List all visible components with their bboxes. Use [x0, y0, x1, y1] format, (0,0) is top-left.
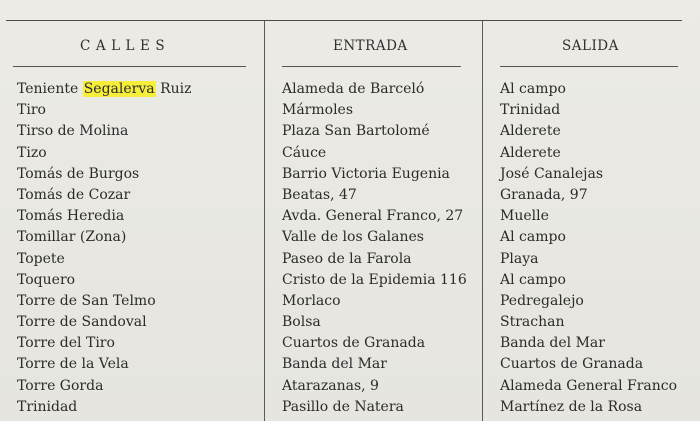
- entrada-cell: Pasillo de Natera: [282, 398, 404, 415]
- header-rule-calles: [13, 66, 246, 67]
- salida-cell: Alderete: [500, 123, 561, 140]
- calle-cell: Torre del Tiro: [17, 335, 115, 352]
- salida-cell: Alameda General Franco: [500, 377, 678, 394]
- calle-cell: Tizo: [17, 144, 47, 161]
- table-row: [0, 100, 700, 121]
- table-row: [0, 249, 700, 270]
- table-row: [0, 291, 700, 312]
- salida-cell: Strachan: [500, 314, 565, 331]
- entrada-cell: Cuartos de Granada: [282, 335, 426, 352]
- entrada-cell: Atarazanas, 9: [282, 377, 379, 394]
- entrada-cell: Plaza San Bartolomé: [282, 123, 430, 140]
- salida-cell: Trinidad: [500, 102, 561, 119]
- calle-cell: Tomás de Cozar: [17, 186, 131, 203]
- entrada-cell: Cáuce: [282, 144, 327, 161]
- salida-cell: Al campo: [500, 229, 566, 246]
- table-row: [0, 227, 700, 248]
- salida-cell: Al campo: [500, 271, 566, 288]
- calle-cell: Toquero: [17, 271, 76, 288]
- table-row: [0, 185, 700, 206]
- calle-cell: Trinidad: [17, 398, 78, 415]
- entrada-cell: Banda del Mar: [282, 356, 387, 373]
- calle-cell: Tomás Heredia: [17, 208, 125, 225]
- calle-suffix: Ruiz: [160, 81, 192, 97]
- table-row: [0, 312, 700, 333]
- header-entrada: ENTRADA: [333, 38, 408, 54]
- calle-cell: Tomás de Burgos: [17, 165, 140, 182]
- salida-cell: Martínez de la Rosa: [500, 398, 643, 415]
- street-table: [0, 79, 700, 418]
- salida-cell: Alderete: [500, 144, 561, 161]
- entrada-cell: Bolsa: [282, 314, 321, 331]
- entrada-cell: Alameda de Barceló: [282, 81, 425, 97]
- entrada-cell: Cristo de la Epidemia 116: [282, 271, 467, 288]
- salida-cell: Al campo: [500, 81, 566, 97]
- salida-cell: Cuartos de Granada: [500, 356, 644, 373]
- header-rule-salida: [500, 66, 678, 67]
- entrada-cell: Paseo de la Farola: [282, 250, 412, 267]
- entrada-cell: Avda. General Franco, 27: [282, 208, 464, 225]
- salida-cell: Pedregalejo: [500, 292, 584, 309]
- entrada-cell: Valle de los Galanes: [282, 229, 424, 246]
- calle-prefix: Teniente: [17, 81, 79, 97]
- salida-cell: Muelle: [500, 208, 549, 225]
- header-calles: CALLES: [80, 38, 171, 54]
- calle-cell: Tiro: [17, 102, 46, 119]
- header-rule-entrada: [282, 66, 461, 67]
- table-row: [0, 206, 700, 227]
- header-salida: SALIDA: [562, 38, 619, 54]
- salida-cell: José Canalejas: [500, 165, 604, 182]
- table-row: [0, 270, 700, 291]
- calle-cell: Torre de Sandoval: [17, 314, 147, 331]
- calle-cell: Torre Gorda: [17, 377, 104, 394]
- table-row: [0, 164, 700, 185]
- calle-cell: Topete: [17, 250, 65, 267]
- calle-cell: Torre de San Telmo: [17, 292, 156, 309]
- table-row: [0, 79, 700, 100]
- highlighted-word: Segalerva: [83, 81, 155, 97]
- salida-cell: Banda del Mar: [500, 335, 605, 352]
- table-row: [0, 333, 700, 354]
- entrada-cell: Beatas, 47: [282, 186, 357, 203]
- table-row: [0, 376, 700, 397]
- entrada-cell: Mármoles: [282, 102, 354, 119]
- table-row: [0, 121, 700, 142]
- calle-cell: [17, 79, 191, 100]
- entrada-cell: Barrio Victoria Eugenia: [282, 165, 450, 182]
- calle-cell: Tomillar (Zona): [17, 229, 127, 246]
- calle-cell: Tirso de Molina: [17, 123, 129, 140]
- top-rule: [6, 20, 682, 21]
- table-row: [0, 397, 700, 418]
- salida-cell: Granada, 97: [500, 186, 588, 203]
- calle-cell: Torre de la Vela: [17, 356, 129, 373]
- table-row: [0, 143, 700, 164]
- table-row: [0, 354, 700, 375]
- salida-cell: Playa: [500, 250, 539, 267]
- entrada-cell: Morlaco: [282, 292, 341, 309]
